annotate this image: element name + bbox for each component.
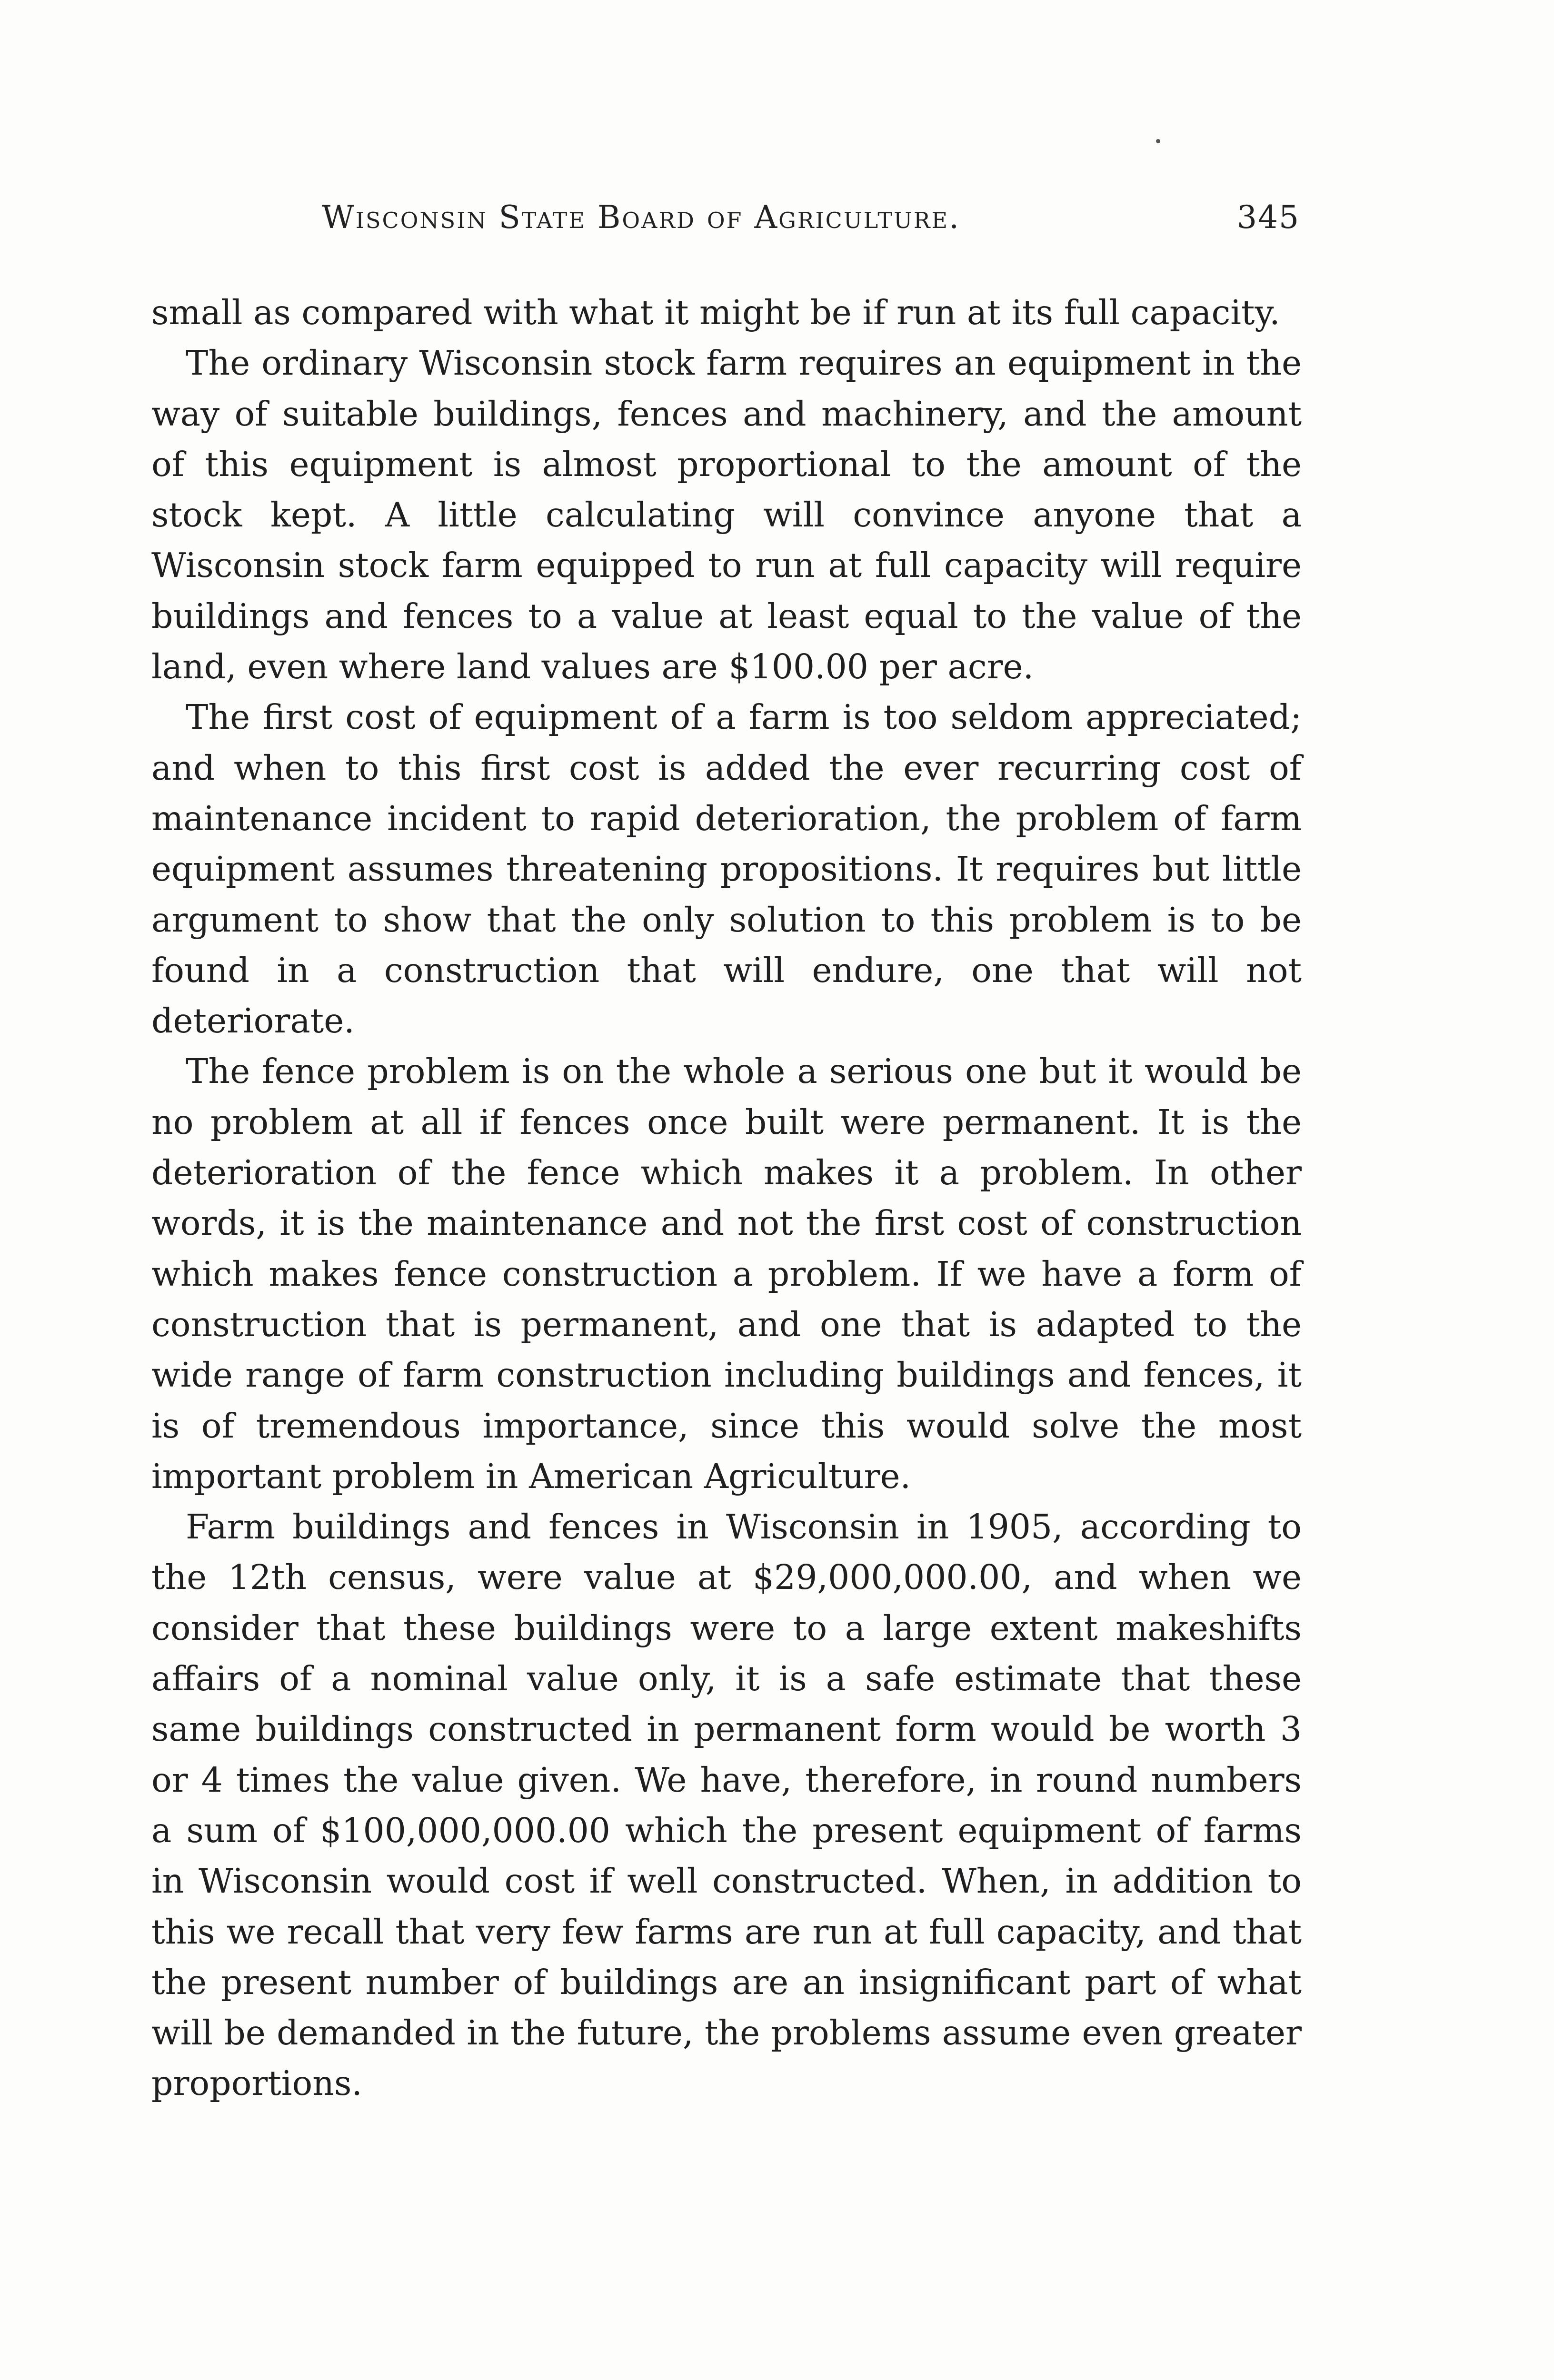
- paragraph: The first cost of equipment of a farm is too seldom appreciated; and when to this first cost is added the ever recurring cost of maintenance incident to rapid deterioration, the problem of farm equipment assumes threatening propositions. It requires but little argument to show that the only solution to this problem is to be found in a construction that will endure, one that will not deteriorate.: [151, 697, 1302, 1041]
- paragraph: Farm buildings and fences in Wisconsin in 1905, according to the 12th census, were value at $29,000,000.00, and when we consider that these buildings were to a large extent makeshifts affairs of a nominal value only, it is a safe estimate that these same buildings constructed in permanent form would be worth 3 or 4 times the value given. We have, therefore, in round numbers a sum of $100,000,000.00 which the present equipment of farms in Wisconsin would cost if well constructed. When, in addition to this we recall that very few farms are run at full capacity, and that the present number of buildings are an insignificant part of what will be demanded in the future, the problems assume even greater proportions.: [151, 1507, 1302, 2103]
- running-head: Wisconsin State Board of Agriculture.: [322, 199, 961, 236]
- paragraph: The ordinary Wisconsin stock farm requires an equipment in the way of suitable buildings, fences and machinery, and the amount of this equipment is almost proportional to the amount of the stock kept. A little calculating will convince anyone that a Wisconsin stock farm equipped to run at full capacity will require buildings and fences to a value at least equal to the value of the land, even where land values are $100.00 per acre.: [151, 343, 1302, 687]
- body-text: [151, 288, 1302, 2109]
- page-number: 345: [1237, 199, 1300, 236]
- page-header: [152, 199, 1300, 247]
- paragraph-continued: small as compared with what it might be if run at its full capacity.: [151, 293, 1280, 332]
- paragraph: The fence problem is on the whole a serious one but it would be no problem at all if fences once built were permanent. It is the deterioration of the fence which makes it a problem. In other words, it is the maintenance and not the first cost of construction which makes fence construction a problem. If we have a form of construction that is permanent, and one that is adapted to the wide range of farm construction including buildings and fences, it is of tremendous importance, since this would solve the most important problem in American Agriculture.: [151, 1051, 1302, 1496]
- ink-speck: [1156, 139, 1160, 143]
